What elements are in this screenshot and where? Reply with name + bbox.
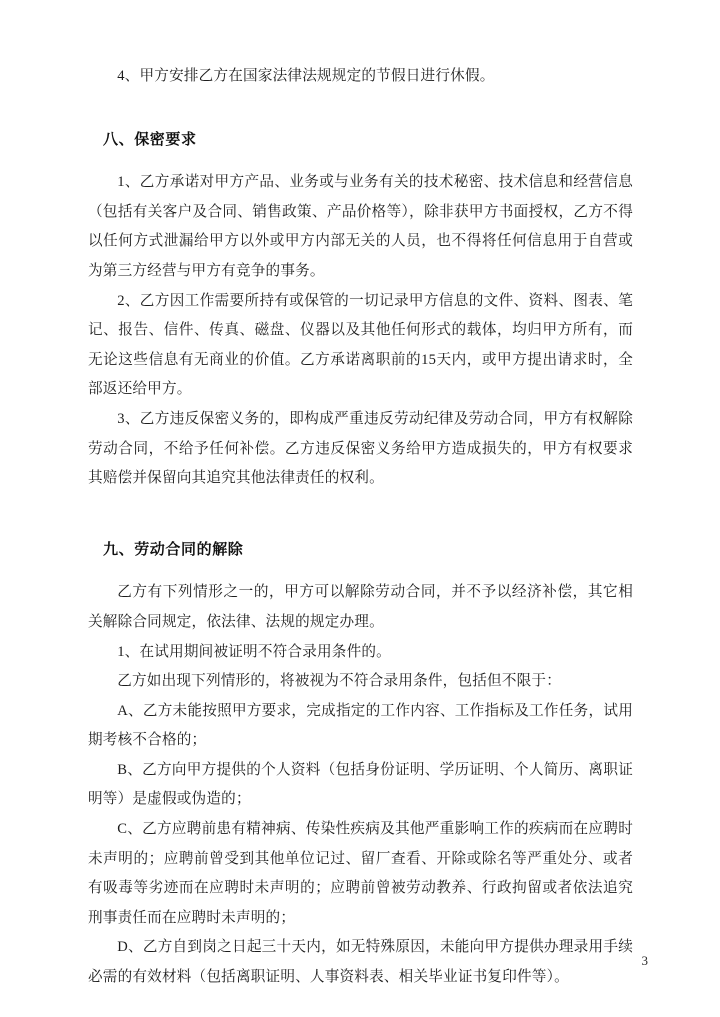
clause-9-1-b-paragraph: B、乙方向甲方提供的个人资料（包括身份证明、学历证明、个人简历、离职证明等）是虚假或伪造的；: [88, 761, 633, 808]
clause-7-4-paragraph: 4、甲方安排乙方在国家法律法规规定的节假日进行休假。: [117, 68, 495, 84]
clause-9-1-lead-paragraph: 乙方如出现下列情形的，将被视为不符合录用条件，包括但不限于：: [117, 673, 562, 690]
clause-9-intro-paragraph: 乙方有下列情形之一的，甲方可以解除劳动合同，并不予以经济补偿，其它相关解除合同规定，依法律、法规的规定办理。: [88, 584, 633, 630]
clause-9-1-c-paragraph: C、乙方应聘前患有精神病、传染性疾病及其他严重影响工作的疾病而在应聘时未声明的；应聘前曾受到其他单位记过、留厂查看、开除或除名等严重处分、或者有吸毒等劣迹而在应聘时未声明的；应聘前曾被劳动教养、行政拘留或者依法追究刑事责任而在应聘时未声明的；: [88, 821, 633, 926]
clause-8-3-paragraph: 3、乙方违反保密义务的，即构成严重违反劳动纪律及劳动合同，甲方有权解除劳动合同，不给予任何补偿。乙方违反保密义务给甲方造成损失的，甲方有权要求其赔偿并保留向其追究其他法律责任的权利。: [88, 410, 633, 487]
clause-9-1-paragraph: 1、在试用期间被证明不符合录用条件的。: [117, 643, 391, 660]
section-8-heading: 八、保密要求: [103, 131, 197, 148]
spacer-after-section-9-heading: [88, 565, 633, 578]
spacer-before-section-8: [88, 92, 633, 126]
spacer-after-section-8-heading: [88, 155, 633, 168]
document-body: [88, 62, 633, 993]
clause-9-1-a-paragraph: A、乙方未能按照甲方要求，完成指定的工作内容、工作指标及工作任务，试用期考核不合格的；: [88, 702, 633, 749]
spacer-before-section-9: [88, 494, 633, 536]
section-9-heading: 九、劳动合同的解除: [103, 541, 244, 558]
page-number: 3: [641, 953, 648, 968]
clause-8-2-paragraph: 2、乙方因工作需要所持有或保管的一切记录甲方信息的文件、资料、图表、笔记、报告、信件、传真、磁盘、仪器以及其他任何形式的载体，均归甲方所有，而无论这些信息有无商业的价值。乙方承诺离职前的15天内，或甲方提出请求时，全部返还给甲方。: [88, 292, 633, 398]
clause-8-1-paragraph: 1、乙方承诺对甲方产品、业务或与业务有关的技术秘密、技术信息和经营信息（包括有关客户及合同、销售政策、产品价格等），除非获甲方书面授权，乙方不得以任何方式泄漏给甲方以外或甲方内部无关的人员，也不得将任何信息用于自营或为第三方经营与甲方有竞争的事务。: [88, 174, 633, 279]
clause-9-1-d-paragraph: D、乙方自到岗之日起三十天内，如无特殊原因，未能向甲方提供办理录用手续必需的有效材料（包括离职证明、人事资料表、相关毕业证书复印件等）。: [88, 939, 633, 986]
